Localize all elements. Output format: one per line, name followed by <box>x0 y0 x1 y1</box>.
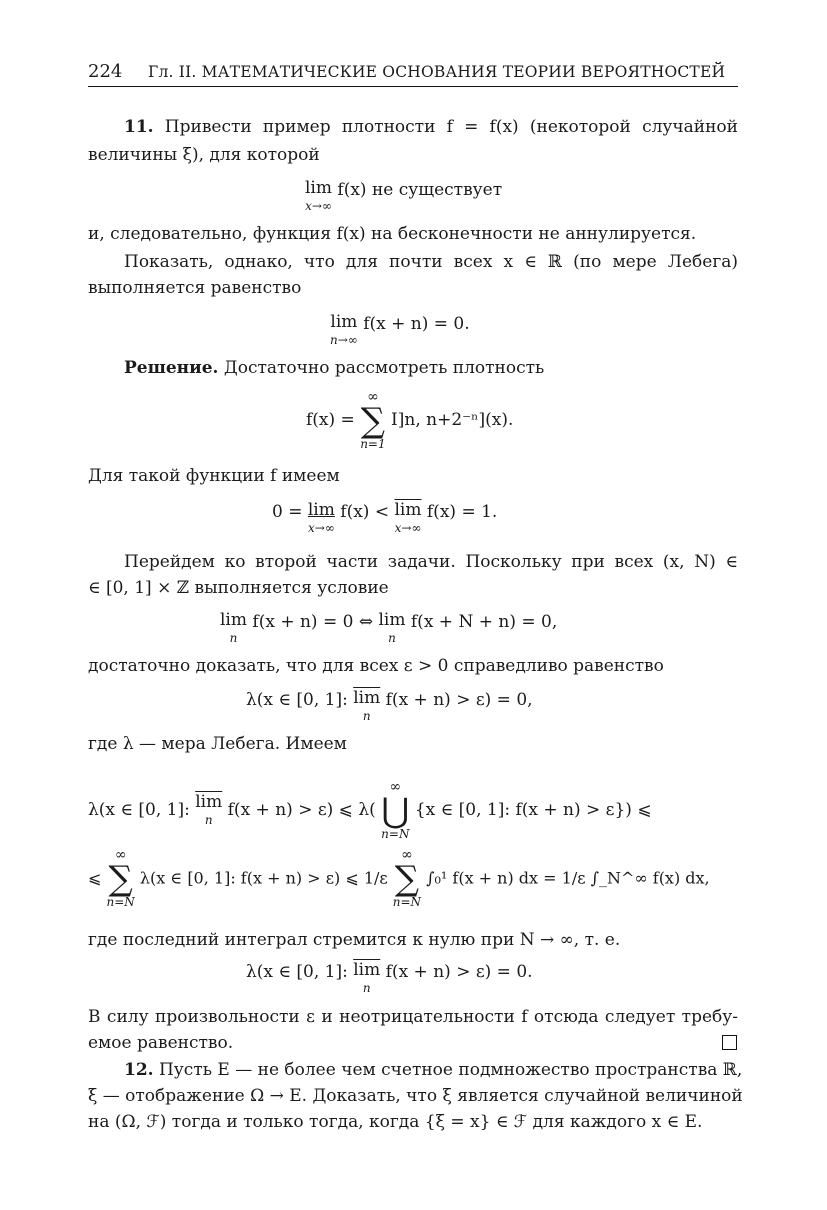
problem-11-text-4: Показать, однако, что для почти всех x ∈ ℝ (по мере Лебега) <box>124 252 738 272</box>
qed-square-icon <box>722 1035 737 1050</box>
solution-text-8: В силу произвольности ε и неотрицательности f отсюда следует требу- <box>88 1007 738 1027</box>
formula-integral-bound: ⩽ ∞ ∑ n=N λ(x ∈ [0, 1]: f(x + n) > ε) ⩽ 1/ε ∞ ∑ n=N ∫₀¹ f(x + n) dx = 1/ε ∫_N^∞ f(x) dx, <box>88 847 710 909</box>
formula-union-bound: λ(x ∈ [0, 1]: $\overline{lim}$ n f(x + n) > ε) ⩽ λ( ∞ ⋃ n=N {x ∈ [0, 1]: f(x + n) > ε}) ⩽ <box>88 779 652 841</box>
solution-text-3: Перейдем ко второй части задачи. Поскольку при всех (x, N) ∈ <box>124 552 738 572</box>
solution-text-6: где λ — мера Лебега. Имеем <box>88 734 347 754</box>
formula-measure-zero-final: λ(x ∈ [0, 1]: $\overline{lim}$ n f(x + n) > ε) = 0. <box>246 960 533 995</box>
formula-equivalence: lim n f(x + n) = 0 ⇔ lim n f(x + N + n) = 0, <box>220 610 558 645</box>
formula-lim-fxn: lim n→∞ f(x + n) = 0. <box>330 312 470 347</box>
page-number: 224 <box>88 61 123 82</box>
solution-text-7: где последний интеграл стремится к нулю при N → ∞, т. е. <box>88 930 621 950</box>
formula-measure-zero: λ(x ∈ [0, 1]: $\overline{lim}$ n f(x + n) > ε) = 0, <box>246 688 533 723</box>
problem-11-text-2: величины ξ), для которой <box>88 145 320 165</box>
union-operator: ∞ ⋃ n=N <box>381 779 410 841</box>
solution-text-5: достаточно доказать, что для всех ε > 0 справедливо равенство <box>88 656 664 676</box>
running-header <box>88 58 738 87</box>
solution-label: Решение. <box>124 358 219 378</box>
formula-liminf-limsup: 0 = lim x→∞ f(x) < $\overline{lim}$ x→∞ f(x) = 1. <box>272 500 498 535</box>
problem-11-number: 11. <box>124 117 154 137</box>
problem-11-text-1: Привести пример плотности f = f(x) (некоторой случайной <box>164 117 738 137</box>
problem-12-line-1: 12. Пусть E — не более чем счетное подмножество пространства ℝ, <box>124 1060 743 1080</box>
problem-11-text-3: и, следовательно, функция f(x) на бесконечности не аннулируется. <box>88 224 697 244</box>
problem-12-text-2: ξ — отображение Ω → E. Доказать, что ξ является случайной величиной <box>88 1086 743 1106</box>
problem-11-text-5: выполняется равенство <box>88 278 302 298</box>
formula-lim-operator: lim x→∞ <box>305 178 332 213</box>
formula-lim-body: f(x) не существует <box>337 180 503 200</box>
problem-12-text-3: на (Ω, ℱ) тогда и только тогда, когда {ξ = x} ∈ ℱ для каждого x ∈ E. <box>88 1112 703 1132</box>
problem-12-number: 12. <box>124 1060 154 1080</box>
solution-text-4: ∈ [0, 1] × ℤ выполняется условие <box>88 578 389 598</box>
running-title: Гл. II. МАТЕМАТИЧЕСКИЕ ОСНОВАНИЯ ТЕОРИИ ВЕРОЯТНОСТЕЙ <box>148 63 726 81</box>
formula-density-sum: f(x) = ∞ ∑ n=1 I]n, n+2⁻ⁿ](x). <box>306 389 514 451</box>
problem-11-line-1 <box>124 117 738 137</box>
sum-operator: ∞ ∑ n=1 <box>360 389 386 451</box>
solution-text-9: емое равенство. <box>88 1033 234 1053</box>
formula-lim-fx <box>305 180 502 212</box>
solution-text-2: Для такой функции f имеем <box>88 466 340 486</box>
solution-line-1: Решение. Достаточно рассмотреть плотность <box>124 358 545 378</box>
